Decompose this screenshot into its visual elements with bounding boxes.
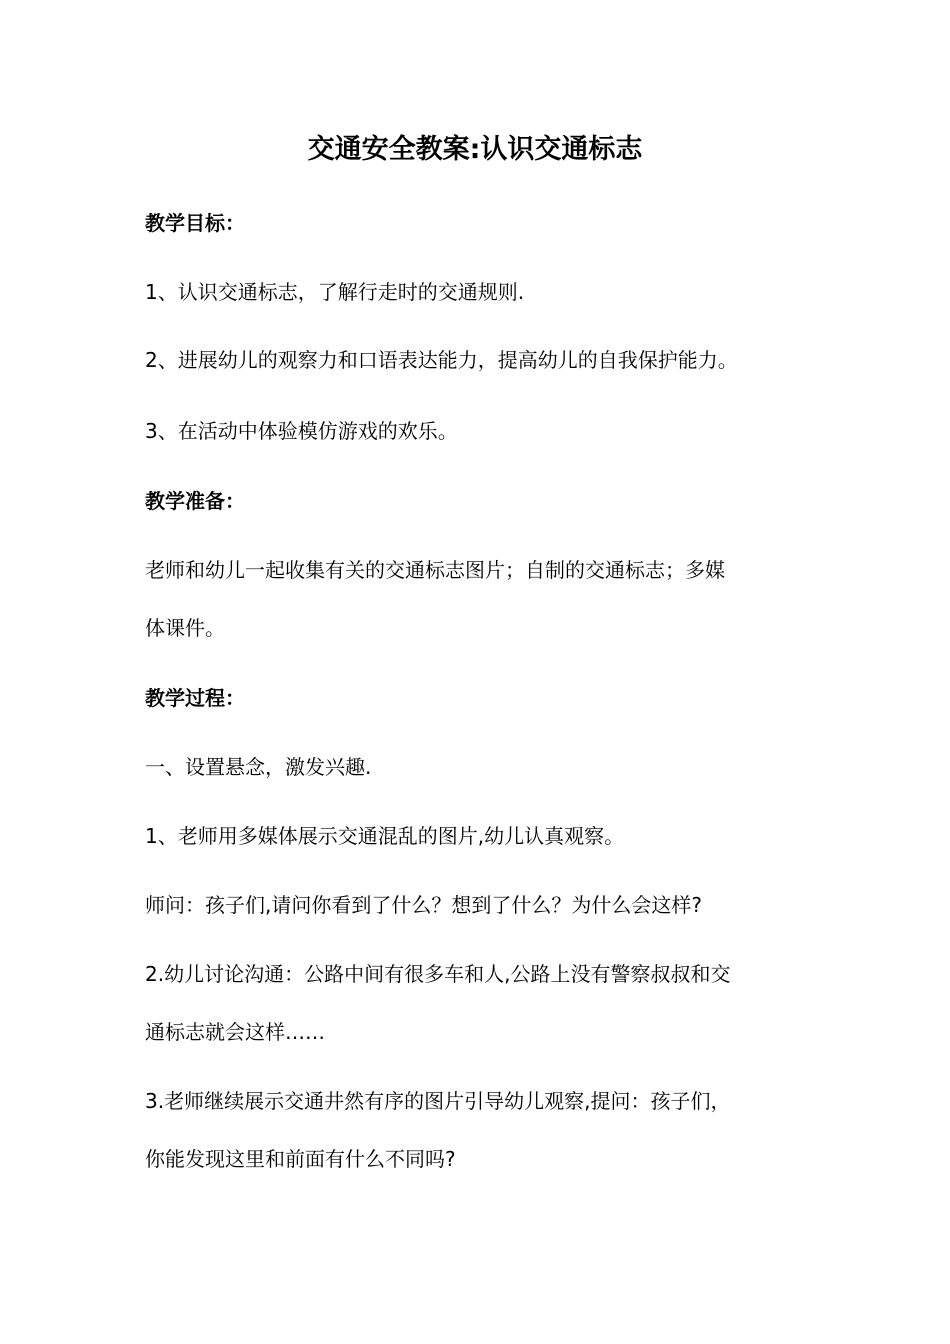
page-title: 交通安全教案:认识交通标志 [307,134,643,165]
paragraph-line: 师问：孩子们,请问你看到了什么？想到了什么？为什么会这样? [145,893,702,917]
paragraph-line: 1、认识交通标志，了解行走时的交通规则. [145,280,525,304]
paragraph-line: 2.幼儿讨论沟通：公路中间有很多车和人,公路上没有警察叔叔和交 [145,962,731,986]
paragraph-line: 通标志就会这样…… [145,1020,325,1044]
paragraph-line: 你能发现这里和前面有什么不同吗? [145,1147,456,1171]
paragraph-line: 老师和幼儿一起收集有关的交通标志图片；自制的交通标志；多媒 [145,558,725,582]
section-heading-process: 教学过程： [145,686,245,710]
section-heading-preparation: 教学准备： [145,489,245,513]
paragraph-line: 体课件。 [145,616,225,640]
paragraph-line: 3、在活动中体验模仿游戏的欢乐。 [145,419,458,443]
section-heading-objectives: 教学目标： [145,211,245,235]
paragraph-line: 2、进展幼儿的观察力和口语表达能力，提高幼儿的自我保护能力。 [145,348,738,372]
paragraph-line: 1、老师用多媒体展示交通混乱的图片,幼儿认真观察。 [145,824,625,848]
paragraph-line: 一、设置悬念，激发兴趣. [145,755,372,779]
paragraph-line: 3.老师继续展示交通井然有序的图片引导幼儿观察,提问：孩子们， [145,1089,731,1113]
